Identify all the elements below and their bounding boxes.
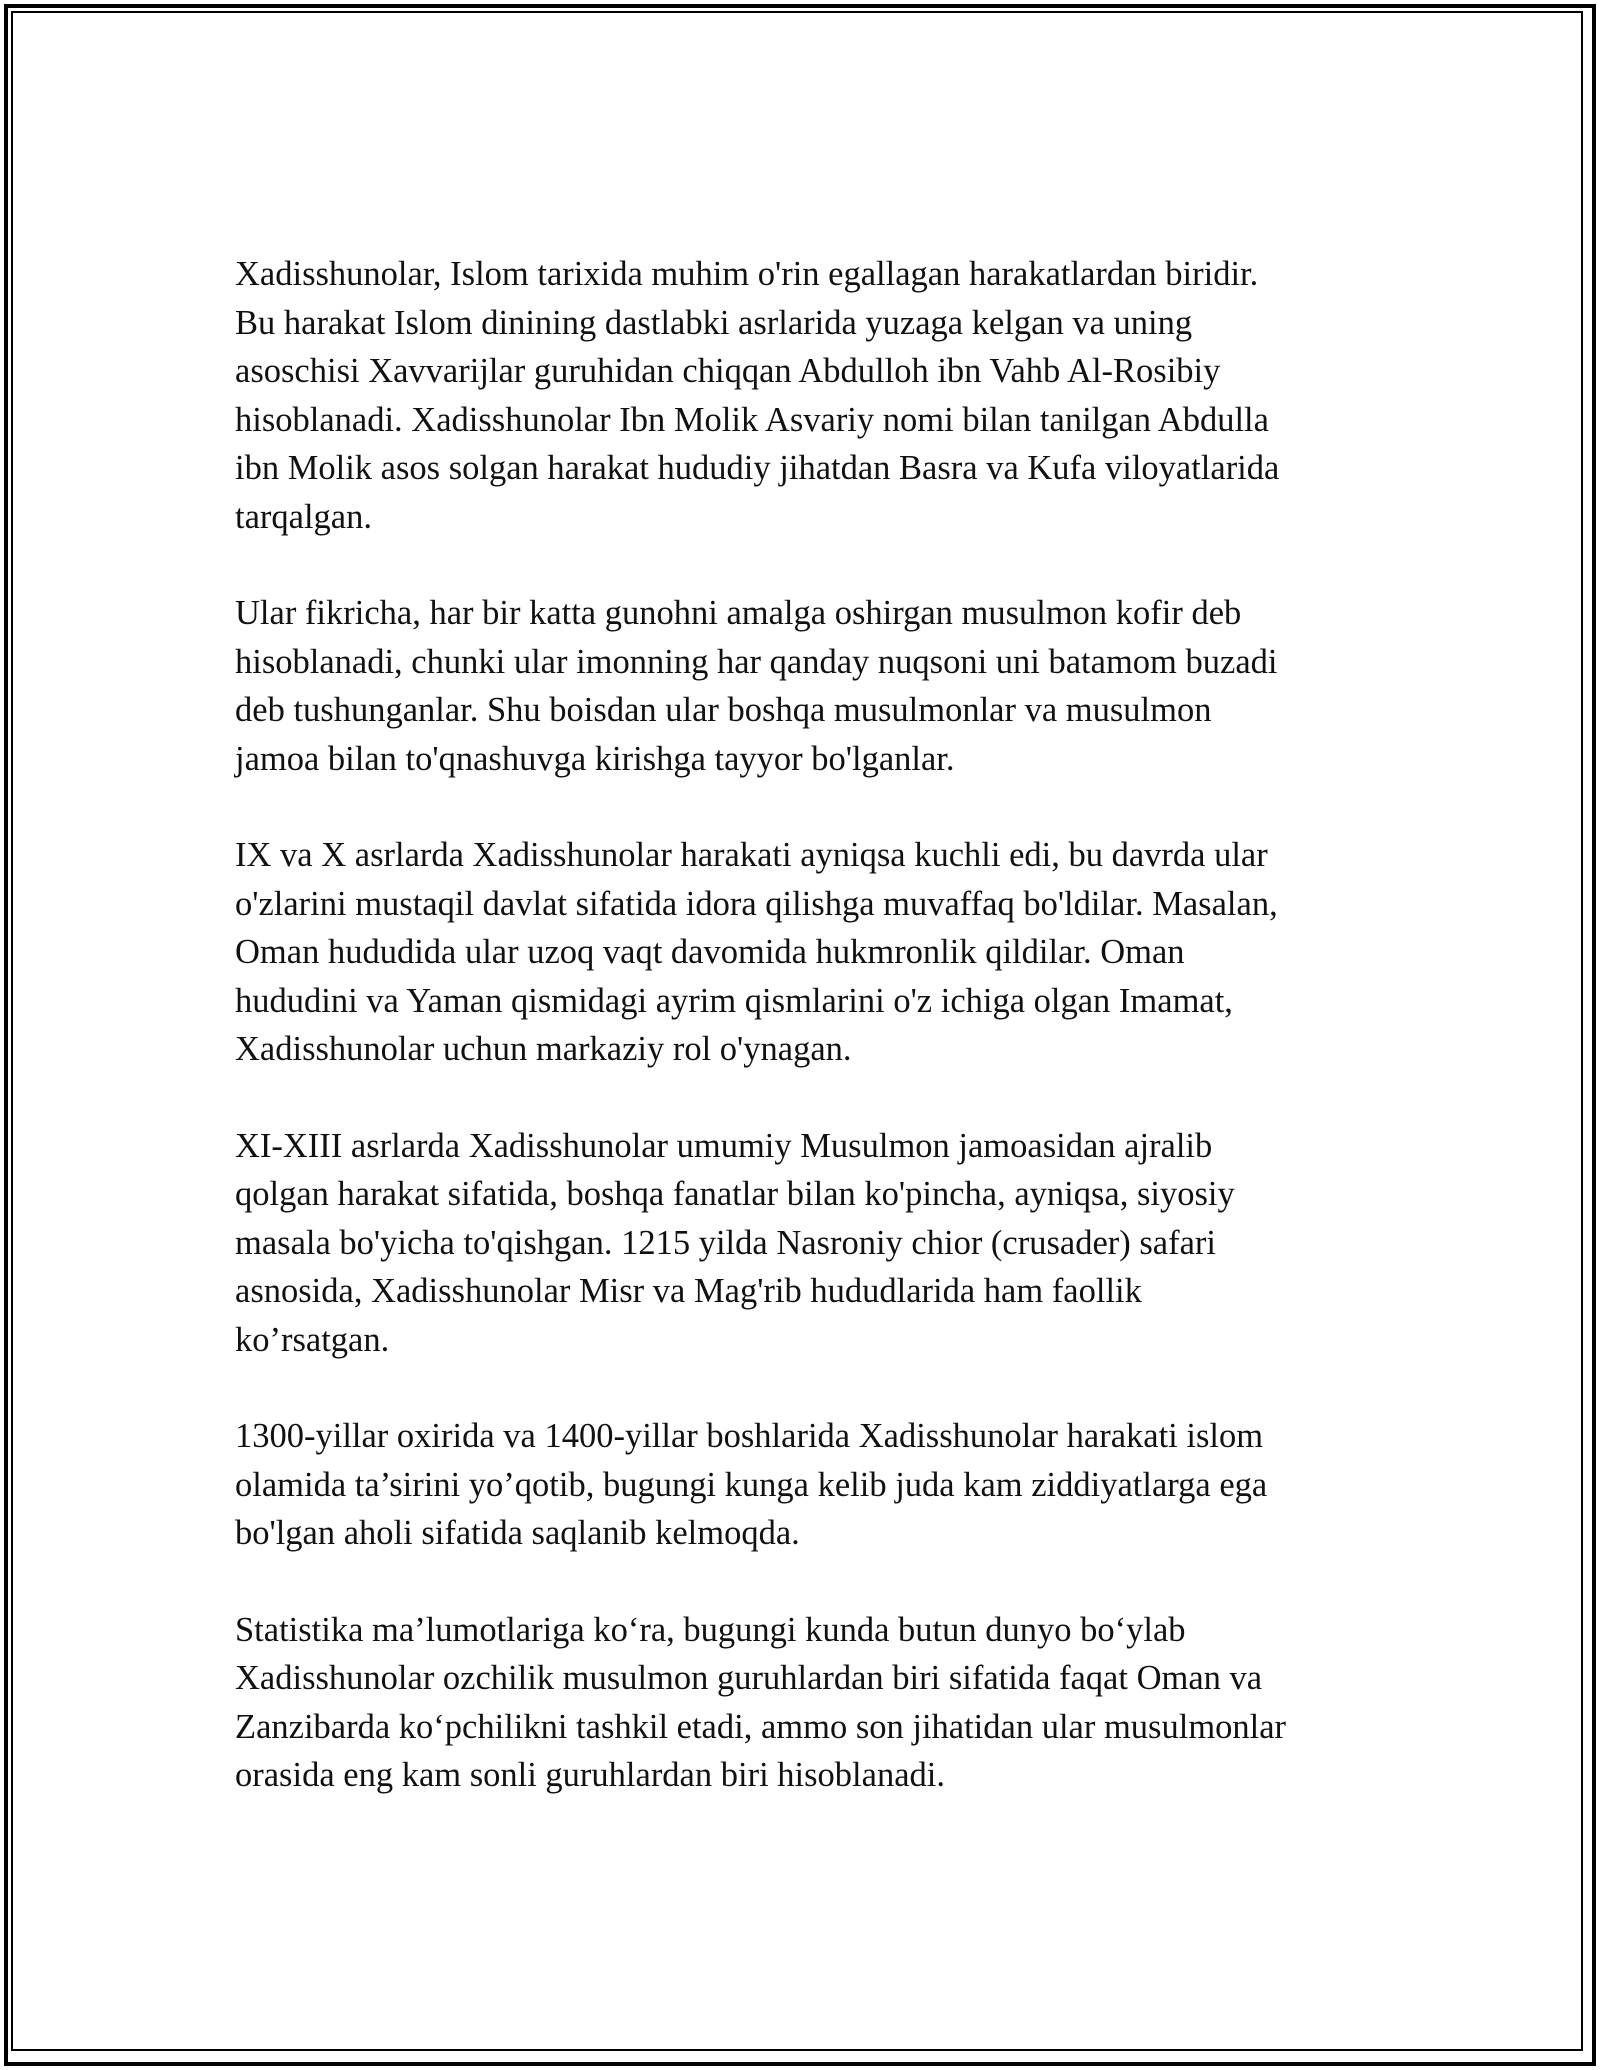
paragraph-4: XI-XIII asrlarda Xadisshunolar umumiy Musulmon jamoasidan ajralib qolgan harakat sifatida, boshqa fanatlar bilan ko'pincha, ayniqsa, siyosiy masala bo'yicha to'qishgan. 1215 yilda Nasroniy chior (crusader) safari asnosida, Xadisshunolar Misr va Mag'rib hududlarida ham faollik ko’rsatgan. [235, 1126, 1235, 1359]
paragraph-6: Statistika ma’lumotlariga ko‘ra, bugungi kunda butun dunyo bo‘ylab Xadisshunolar ozchilik musulmon guruhlardan biri sifatida faqat Oman va Zanzibarda ko‘pchilikni tashkil etadi, ammo son jihatidan ular musulmonlar orasida eng kam sonli guruhlardan biri hisoblanadi. [235, 1610, 1287, 1794]
paragraph-5: 1300-yillar oxirida va 1400-yillar boshlarida Xadisshunolar harakati islom olamida ta’sirini yo’qotib, bugungi kunga kelib juda kam ziddiyatlarga ega bo'lgan aholi sifatida saqlanib kelmoqda. [235, 1417, 1268, 1552]
paragraph-3: IX va X asrlarda Xadisshunolar harakati ayniqsa kuchli edi, bu davrda ular o'zlarini mustaqil davlat sifatida idora qilishga muvaffaq bo'ldilar. Masalan, Oman hududida ular uzoq vaqt davomida hukmronlik qildilar. Oman hududini va Yaman qismidagi ayrim qismlarini o'z ichiga olgan Imamat, Xadisshunolar uchun markaziy rol o'ynagan. [235, 836, 1278, 1068]
paragraph-1: Xadisshunolar, Islom tarixida muhim o'rin egallagan harakatlardan biridir. Bu harakat Islom dinining dastlabki asrlarida yuzaga kelgan va uning asoschisi Xavvarijlar guruhidan chiqqan Abdulloh ibn Vahb Al-Rosibiy hisoblanadi. Xadisshunolar Ibn Molik Asvariy nomi bilan tanilgan Abdulla ibn Molik asos solgan harakat hududiy jihatdan Basra va Kufa viloyatlarida tarqalgan. [235, 255, 1280, 536]
paragraph-2: Ular fikricha, har bir katta gunohni amalga oshirgan musulmon kofir deb hisoblanadi, chunki ular imonning har qanday nuqsoni uni batamom buzadi deb tushunganlar. Shu boisdan ular boshqa musulmonlar va musulmon jamoa bilan to'qnashuvga kirishga tayyor bo'lganlar. [235, 594, 1278, 778]
document-body [235, 250, 1365, 1848]
